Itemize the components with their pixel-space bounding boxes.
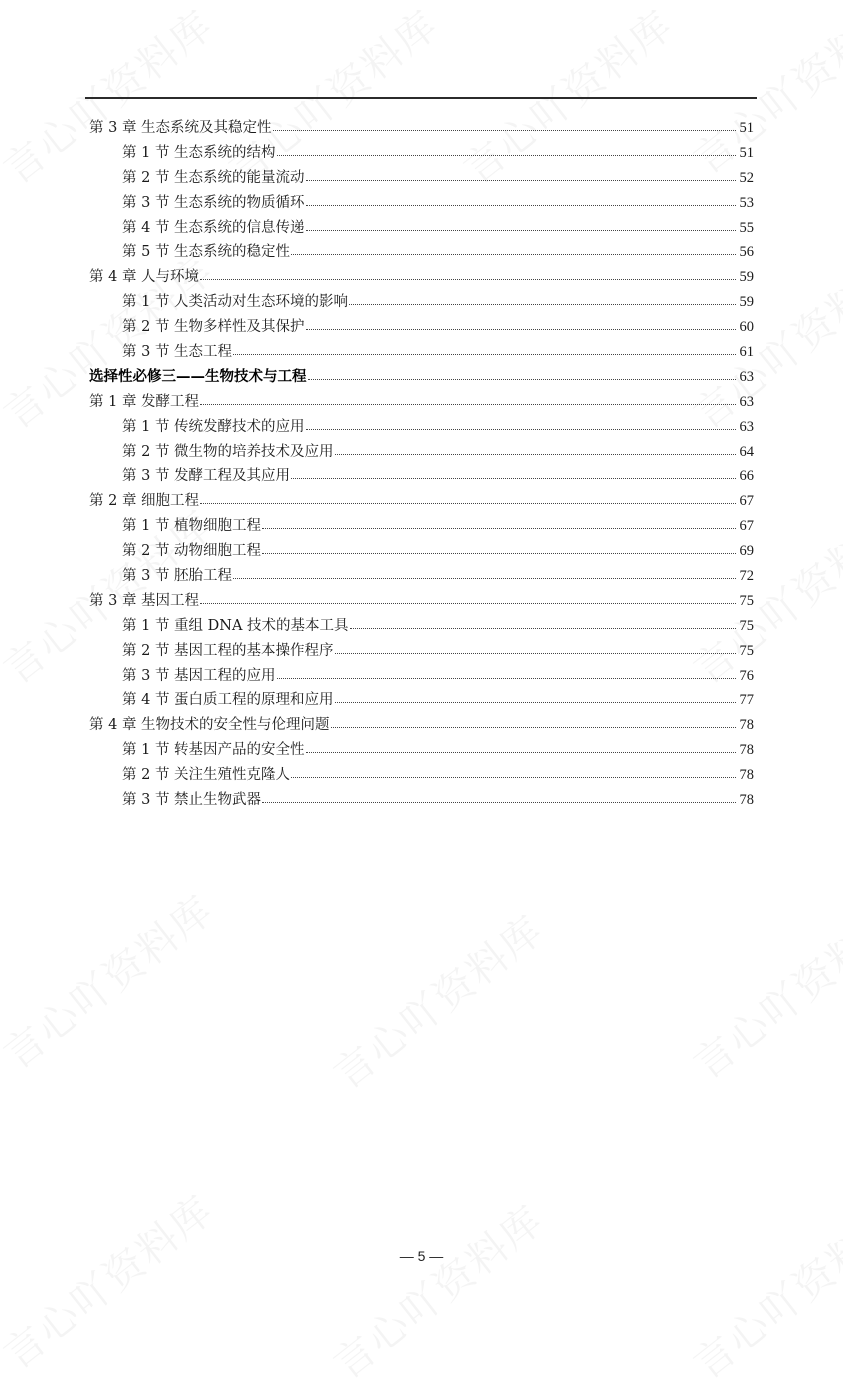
toc-entry-page-number: 77 bbox=[739, 692, 754, 709]
toc-entry-page-number: 52 bbox=[739, 169, 754, 186]
toc-entry-title: 第 3 节 胚胎工程 bbox=[122, 568, 233, 585]
toc-entry-title: 第 1 节 转基因产品的安全性 bbox=[122, 742, 305, 759]
toc-entry-page-number: 51 bbox=[739, 144, 754, 161]
dot-leader bbox=[200, 267, 736, 281]
toc-entry-title: 第 2 节 生物多样性及其保护 bbox=[122, 319, 305, 336]
toc-entry-chapter[interactable] bbox=[89, 489, 754, 514]
toc-entry-title: 第 3 节 禁止生物武器 bbox=[122, 792, 262, 809]
toc-entry-title: 第 2 节 生态系统的能量流动 bbox=[122, 169, 305, 186]
toc-entry-section[interactable] bbox=[89, 440, 754, 465]
toc-entry-title: 第 3 章 生态系统及其稳定性 bbox=[89, 120, 272, 136]
toc-entry-page-number: 61 bbox=[739, 344, 754, 361]
toc-entry-chapter[interactable] bbox=[89, 713, 754, 738]
dot-leader bbox=[306, 317, 736, 331]
toc-entry-title: 第 2 章 细胞工程 bbox=[89, 493, 200, 510]
dot-leader bbox=[350, 616, 736, 630]
toc-entry-title: 第 4 章 生物技术的安全性与伦理问题 bbox=[89, 717, 330, 734]
dot-leader bbox=[308, 367, 737, 381]
toc-entry-section[interactable] bbox=[89, 464, 754, 489]
toc-entry-page-number: 63 bbox=[739, 418, 754, 435]
dot-leader bbox=[262, 516, 736, 530]
toc-entry-page-number: 63 bbox=[739, 393, 754, 410]
toc-entry-title: 第 3 节 发酵工程及其应用 bbox=[122, 468, 291, 485]
watermark-text bbox=[680, 1190, 843, 1390]
toc-entry-part[interactable] bbox=[89, 365, 754, 390]
toc-entry-page-number: 67 bbox=[739, 493, 754, 510]
toc-entry-title: 第 3 节 生态工程 bbox=[122, 344, 233, 361]
toc-entry-page-number: 75 bbox=[739, 642, 754, 659]
dot-leader bbox=[306, 417, 736, 431]
toc-entry-title: 第 1 节 传统发酵技术的应用 bbox=[122, 418, 305, 435]
toc-entry-chapter[interactable] bbox=[89, 265, 754, 290]
toc-entry-page-number: 63 bbox=[739, 368, 754, 385]
toc-entry-title: 第 3 节 基因工程的应用 bbox=[122, 667, 276, 684]
toc-entry-page-number: 55 bbox=[739, 219, 754, 236]
toc-entry-page-number: 67 bbox=[739, 518, 754, 535]
toc-entry-section[interactable] bbox=[89, 738, 754, 763]
dot-leader bbox=[233, 342, 736, 356]
toc-entry-section[interactable] bbox=[89, 564, 754, 589]
toc-entry-section[interactable] bbox=[89, 315, 754, 340]
toc-entry-section[interactable] bbox=[89, 763, 754, 788]
dot-leader bbox=[335, 690, 736, 704]
dot-leader bbox=[306, 168, 736, 182]
toc-entry-page-number: 59 bbox=[739, 294, 754, 311]
toc-entry-page-number: 51 bbox=[739, 120, 754, 136]
toc-entry-page-number: 76 bbox=[739, 667, 754, 684]
toc-entry-page-number: 78 bbox=[739, 767, 754, 784]
dot-leader bbox=[262, 790, 736, 804]
dot-leader bbox=[306, 193, 736, 207]
toc-entry-page-number: 72 bbox=[739, 568, 754, 585]
dot-leader bbox=[291, 466, 736, 480]
watermark-text bbox=[680, 890, 843, 1090]
dot-leader bbox=[262, 541, 736, 555]
toc-entry-section[interactable] bbox=[89, 514, 754, 539]
toc-entry-title: 第 1 节 植物细胞工程 bbox=[122, 518, 262, 535]
toc-entry-title: 第 4 节 蛋白质工程的原理和应用 bbox=[122, 692, 334, 709]
watermark-text bbox=[320, 900, 554, 1100]
toc-entry-title: 第 5 节 生态系统的稳定性 bbox=[122, 244, 291, 261]
toc-entry-page-number: 75 bbox=[739, 592, 754, 609]
toc-entry-page-number: 53 bbox=[739, 194, 754, 211]
dot-leader bbox=[335, 641, 736, 655]
toc-entry-title: 第 2 节 动物细胞工程 bbox=[122, 543, 262, 560]
toc-entry-title: 第 3 节 生态系统的物质循环 bbox=[122, 194, 305, 211]
toc-entry-section[interactable] bbox=[89, 166, 754, 191]
watermark-text bbox=[320, 1190, 554, 1390]
toc-entry-title: 第 2 节 基因工程的基本操作程序 bbox=[122, 642, 334, 659]
toc-entry-title: 第 1 章 发酵工程 bbox=[89, 393, 200, 410]
toc-entry-chapter[interactable] bbox=[89, 390, 754, 415]
dot-leader bbox=[331, 715, 736, 729]
toc-entry-title: 第 2 节 关注生殖性克隆人 bbox=[122, 767, 291, 784]
header-rule bbox=[85, 97, 757, 99]
dot-leader bbox=[335, 442, 736, 456]
toc-entry-section[interactable] bbox=[89, 216, 754, 241]
toc-entry-section[interactable] bbox=[89, 290, 754, 315]
dot-leader bbox=[233, 566, 736, 580]
dot-leader bbox=[349, 292, 736, 306]
dot-leader bbox=[200, 491, 736, 505]
toc-entry-page-number: 66 bbox=[739, 468, 754, 485]
table-of-contents bbox=[89, 116, 754, 813]
watermark-text bbox=[0, 880, 224, 1080]
toc-entry-section[interactable] bbox=[89, 191, 754, 216]
toc-entry-section[interactable] bbox=[89, 340, 754, 365]
toc-entry-title: 第 3 章 基因工程 bbox=[89, 592, 200, 609]
toc-entry-page-number: 75 bbox=[739, 617, 754, 634]
toc-entry-page-number: 64 bbox=[739, 443, 754, 460]
toc-entry-section[interactable] bbox=[89, 415, 754, 440]
toc-entry-page-number: 60 bbox=[739, 319, 754, 336]
toc-entry-title: 第 1 节 重组 DNA 技术的基本工具 bbox=[122, 617, 349, 634]
toc-entry-page-number: 56 bbox=[739, 244, 754, 261]
toc-entry-section[interactable] bbox=[89, 240, 754, 265]
toc-entry-section[interactable] bbox=[89, 664, 754, 689]
toc-entry-chapter[interactable] bbox=[89, 589, 754, 614]
toc-entry-title: 第 4 节 生态系统的信息传递 bbox=[122, 219, 305, 236]
toc-entry-section[interactable] bbox=[89, 539, 754, 564]
dot-leader bbox=[291, 242, 736, 256]
dot-leader bbox=[200, 392, 736, 406]
dot-leader bbox=[306, 218, 736, 232]
toc-entry-title: 第 4 章 人与环境 bbox=[89, 269, 200, 286]
dot-leader bbox=[200, 591, 736, 605]
toc-entry-page-number: 78 bbox=[739, 792, 754, 809]
dot-leader bbox=[277, 666, 736, 680]
toc-entry-section[interactable] bbox=[89, 788, 754, 813]
toc-entry-page-number: 78 bbox=[739, 717, 754, 734]
toc-entry-section[interactable] bbox=[89, 639, 754, 664]
toc-entry-section[interactable] bbox=[89, 614, 754, 639]
watermark-text bbox=[0, 1180, 224, 1380]
toc-entry-title: 选择性必修三——生物技术与工程 bbox=[89, 368, 307, 385]
toc-entry-page-number: 59 bbox=[739, 269, 754, 286]
page-number: — 5 — bbox=[399, 1248, 444, 1264]
dot-leader bbox=[306, 740, 736, 754]
toc-entry-title: 第 2 节 微生物的培养技术及应用 bbox=[122, 443, 334, 460]
dot-leader bbox=[273, 118, 736, 132]
toc-entry-chapter[interactable] bbox=[89, 116, 754, 141]
toc-entry-page-number: 69 bbox=[739, 543, 754, 560]
toc-entry-page-number: 78 bbox=[739, 742, 754, 759]
toc-entry-title: 第 1 节 人类活动对生态环境的影响 bbox=[122, 294, 349, 311]
toc-entry-section[interactable] bbox=[89, 141, 754, 166]
toc-entry-section[interactable] bbox=[89, 688, 754, 713]
dot-leader bbox=[277, 143, 736, 157]
toc-entry-title: 第 1 节 生态系统的结构 bbox=[122, 144, 276, 161]
dot-leader bbox=[291, 765, 736, 779]
